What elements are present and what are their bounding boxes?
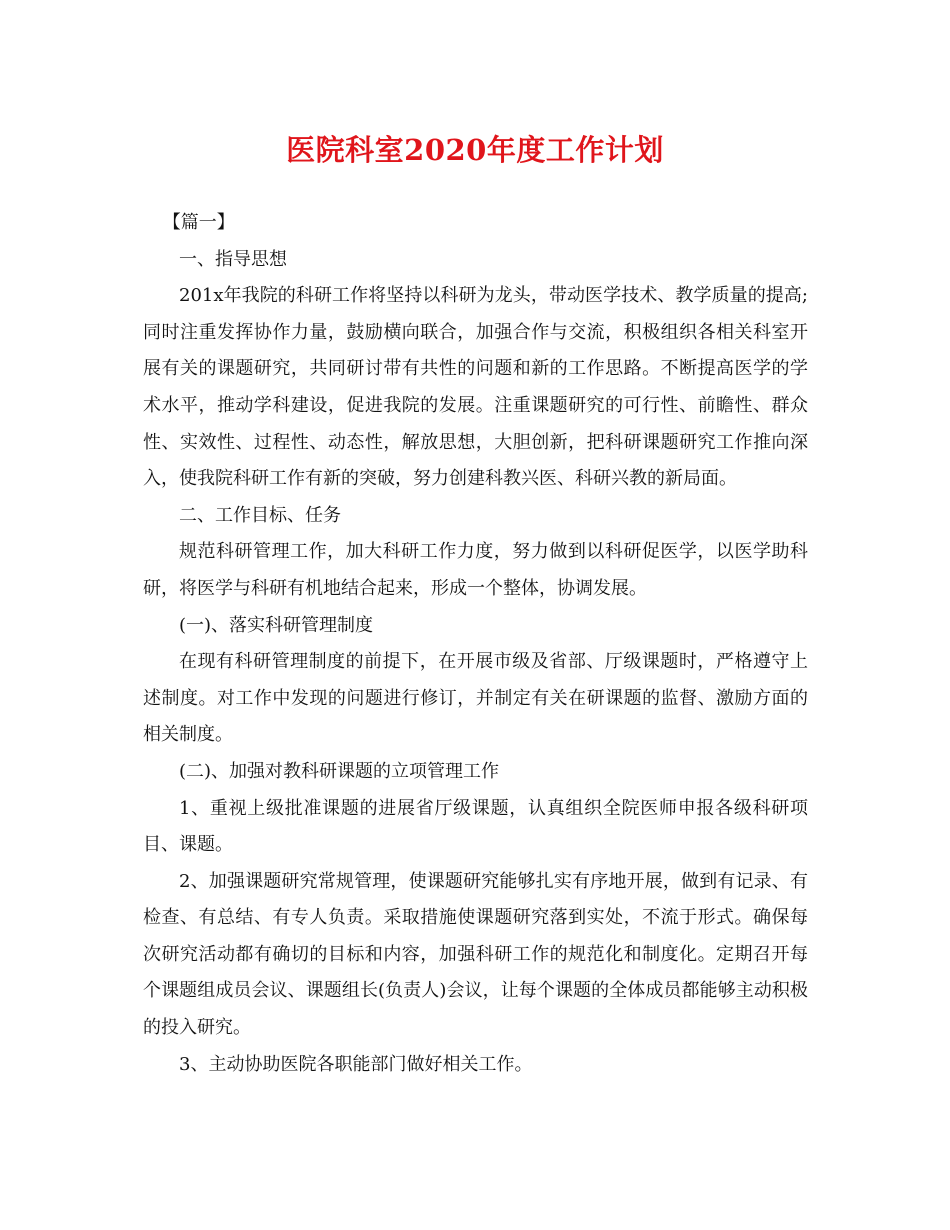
subheading-project-management: (二)、加强对教科研课题的立项管理工作 — [179, 760, 500, 782]
paragraph-goals-tasks: 规范科研管理工作，加大科研工作力度，努力做到以科研促医学，以医学助科研，将医学与科研有机地结合起来，形成一个整体，协调发展。 — [143, 541, 808, 599]
subheading-management-system: (一)、落实科研管理制度 — [179, 614, 374, 636]
list-item-2: 2、加强课题研究常规管理，使课题研究能够扎实有序地开展，做到有记录、有检查、有总结、有专人负责。采取措施使课题研究落到实处，不流于形式。确保每次研究活动都有确切的目标和内容，加强科研工作的规范化和制度化。定期召开每个课题组成员会议、课题组长(负责人)会议，让每个课题的全体成员都能够主动积极的投入研究。 — [143, 870, 808, 1039]
list-item-1: 1、重视上级批准课题的进展省厅级课题，认真组织全院医师申报各级科研项目、课题。 — [143, 797, 808, 856]
section-marker: 【篇一】 — [162, 212, 235, 233]
document-body — [143, 205, 808, 1083]
list-item-3: 3、主动协助医院各职能部门做好相关工作。 — [179, 1053, 533, 1075]
paragraph-guiding-ideology: 201x年我院的科研工作将坚持以科研为龙头，带动医学技术、教学质量的提高;同时注重发挥协作力量，鼓励横向联合，加强合作与交流，积极组织各相关科室开展有关的课题研究，共同研讨带有共性的问题和新的工作思路。不断提高医学的学术水平，推动学科建设，促进我院的发展。注重课题研究的可行性、前瞻性、群众性、实效性、过程性、动态性，解放思想，大胆创新，把科研课题研究工作推向深入，使我院科研工作有新的突破，努力创建科教兴医、科研兴教的新局面。 — [143, 285, 808, 490]
document-title: 医院科室2020年度工作计划 — [286, 133, 664, 167]
heading-guiding-ideology: 一、指导思想 — [179, 248, 287, 270]
heading-goals-tasks: 二、工作目标、任务 — [179, 504, 341, 526]
paragraph-management-system: 在现有科研管理制度的前提下，在开展市级及省部、厅级课题时，严格遵守上述制度。对工作中发现的问题进行修订，并制定有关在研课题的监督、激励方面的相关制度。 — [143, 651, 808, 746]
